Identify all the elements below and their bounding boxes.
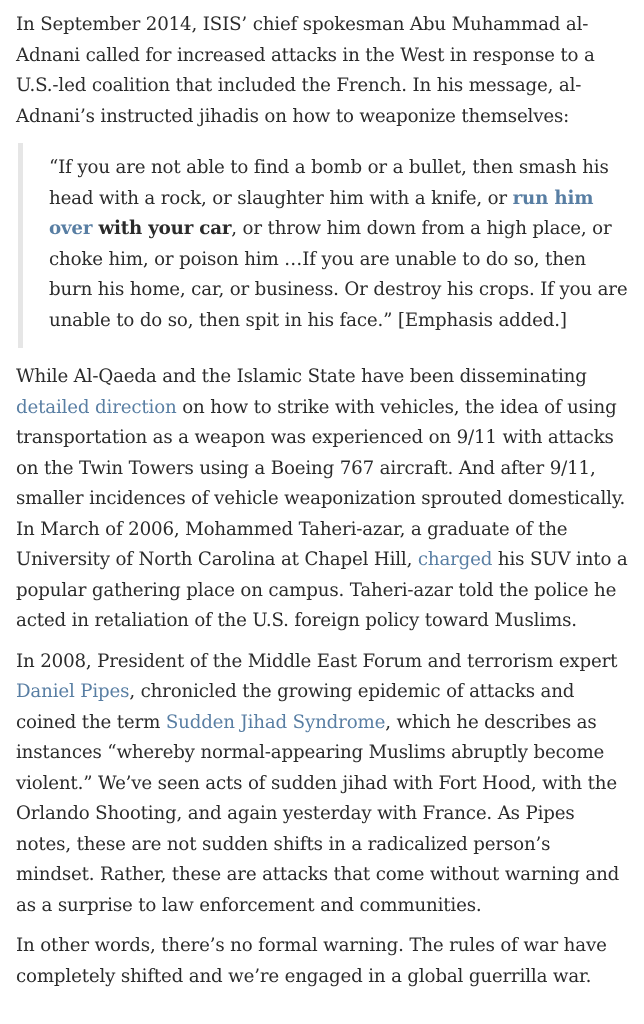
paragraph-pipes-part-2: , chronicled the growing epidemic of attacks and coined the term	[16, 681, 575, 733]
quote-text-before: “If you are not able to find a bomb or a bullet, then smash his head with a rock, or slaughter him with a knife, or	[49, 157, 609, 209]
paragraph-pipes-part-3: , which he describes as instances “whereby normal-appearing Muslims abruptly become violent.” We’ve seen acts of sudden jihad with Fort Hood, with the Orlando Shooting, and again yesterday with France. As Pipes notes, these are not sudden shifts in a radicalized person’s mindset. Rather, these are attacks that come without warning and as a surprise to law enforcement and communities.	[16, 711, 620, 916]
run-him-over-link[interactable]: run him over	[49, 187, 594, 239]
quote-text-after: , or throw him down from a high place, or choke him, or poison him …If you are unable to do so, then burn his home, car, or business. Or destroy his crops. If you are unable to do so, then spit in his face.” [Emphasis added.]	[49, 218, 628, 331]
paragraph-vehicles-part-2: on how to strike with vehicles, the idea of using transportation as a weapon was experienced on 9/11 with attacks on the Twin Towers using a Boeing 767 aircraft. And after 9/11, smaller incidences of vehicle weaponization sprouted domestically. In March of 2006, Mohammed Taheri-azar, a graduate of the University of North Carolina at Chapel Hill,	[16, 396, 626, 570]
paragraph-conclusion: In other words, there’s no formal warning. The rules of war have completely shifted and we’re engaged in a global guerrilla war.	[16, 935, 607, 987]
paragraph-pipes-part-1: In 2008, President of the Middle East Forum and terrorism expert	[16, 650, 618, 672]
paragraph-vehicles-part-1: While Al-Qaeda and the Islamic State have been disseminating	[16, 366, 587, 387]
quote-emphasis: with your car	[92, 218, 232, 239]
sudden-jihad-syndrome-link[interactable]: Sudden Jihad Syndrome	[165, 711, 386, 733]
paragraph-vehicles-part-3: his SUV into a popular gathering place on campus. Taheri-azar told the police he acted in retaliation of the U.S. foreign policy toward Muslims.	[16, 549, 628, 631]
adnani-quote	[18, 143, 628, 348]
paragraph-intro: In September 2014, ISIS’ chief spokesman Abu Muhammad al-Adnani called for increased attacks in the West in response to a U.S.-led coalition that included the French. In his message, al-Adnani’s instructed jihadis on how to weaponize themselves:	[16, 14, 595, 127]
charged-link[interactable]: charged	[417, 549, 493, 570]
paragraph-vehicles	[16, 362, 628, 637]
daniel-pipes-link[interactable]: Daniel Pipes	[16, 681, 130, 702]
paragraph-pipes	[16, 647, 628, 922]
quote-text	[49, 153, 628, 336]
detailed-direction-link[interactable]: detailed direction	[16, 396, 177, 418]
